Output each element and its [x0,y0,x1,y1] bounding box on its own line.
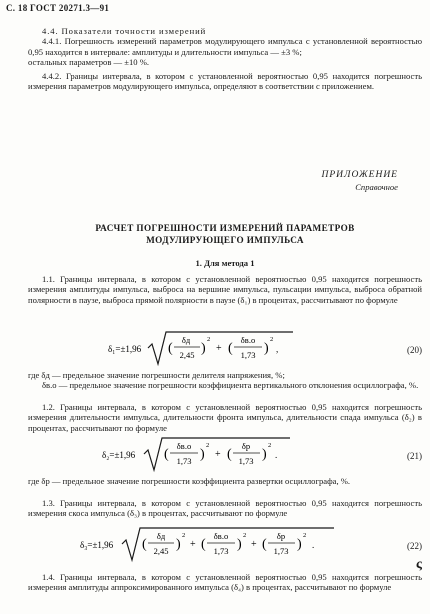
equation-22-number: (22) [407,541,422,551]
eq22-c-den: 1,73 [273,546,289,556]
margin-mark: ς [416,557,422,572]
paragraph-1-2-text: 1.2. Границы интервала, в котором с установленной вероятностью 0,95 находится погрешность измерения длительности импульса, длительности фронта импульса, длительности спада импульса (δ₂) в процентах, рассчитывают по формуле [28,402,422,433]
eq21-pow-a: 2 [206,442,210,449]
eq21-b-num: δр [241,441,251,451]
eq21-plus: + [215,449,221,460]
eq20-rparen-a: ) [201,341,206,356]
eq22-rparen-a: ) [176,537,181,552]
section-title: 4.4. Показатели точности измерений [42,26,207,36]
eq22-a-den: 2,45 [153,546,169,556]
eq22-rparen-b: ) [237,537,242,552]
eq20-pow-a: 2 [207,336,211,343]
appendix-type: Справочное [355,181,398,192]
eq20-b-num: δв.о [240,335,256,345]
where-delta-d: где δд — предельное значение погрешности делителя напряжения, %; [28,370,285,380]
eq22-pow-a: 2 [182,532,186,539]
eq21-a-num: δв.о [176,441,192,451]
eq21-b-den: 1,73 [238,456,254,466]
equation-20-number: (20) [407,345,422,355]
where-delta-vo: δв.о — предельное значение погрешности коэффициента вертикального отклонения осциллографа, %. [42,380,419,391]
eq20-a-num: δд [181,335,191,345]
eq22-period: . [312,540,315,550]
eq21-lparen-a: ( [164,447,169,462]
equation-21-svg [28,434,422,474]
eq22-pow-b: 2 [243,532,247,539]
eq21-comma: . [275,450,278,460]
paragraph-1-3-text: 1.3. Границы интервала, в котором с установленной вероятностью 0,95 находится погрешность измерения скоса импульса (δ₃) в процентах, рассчитывают по формуле [28,498,422,519]
eq22-b-num: δв.о [213,531,229,541]
paragraph-4-4-1-b: остальных параметров — ±10 %. [28,57,150,68]
equation-22-svg [28,524,422,564]
appendix-label [322,170,399,192]
paragraph-1-4 [28,572,422,593]
eq20-a-den: 2,45 [179,350,195,360]
paragraph-1-3 [28,498,422,519]
subtitle-method-1: 1. Для метода 1 [195,258,255,268]
eq21-lhs: δ₂=±1,96 [102,450,136,460]
eq22-lparen-b: ( [201,537,206,552]
paragraph-1-1-text: 1.1. Границы интервала, в котором с установленной вероятностью 0,95 находится погрешность измерения амплитуды импульса, выброса на вершине импульса, пульсации импульса, выброса обратной полярности в паузе, выброса прямой полярности в паузе (δ₁) в процентах, рассчитывают по формуле [28,274,422,305]
eq20-b-den: 1,73 [240,350,256,360]
eq20-lparen-a: ( [168,341,173,356]
paragraph-1-2 [28,402,422,433]
equation-20 [28,328,422,368]
eq22-a-num: δд [156,531,166,541]
eq20-plus: + [216,343,222,354]
paragraph-1-1 [28,274,422,305]
appendix-heading-line2: МОДУЛИРУЮЩЕГО ИМПУЛЬСА [146,235,304,246]
equation-21-number: (21) [407,451,422,461]
paragraph-4-4-2: 4.4.2. Границы интервала, в котором с установленной вероятностью 0,95 находится погрешность измерения параметров модулирующего импульса, определяют в соответствии с приложением. [28,70,422,92]
appendix-title: ПРИЛОЖЕНИЕ [321,170,398,180]
eq22-lparen-a: ( [142,537,147,552]
eq22-plus-1: + [190,539,196,550]
eq22-plus-2: + [251,539,257,550]
eq22-c-num: δр [276,531,286,541]
equation-20-svg [28,328,422,368]
eq21-rparen-b: ) [262,447,267,462]
equation-21 [28,434,422,474]
eq22-b-den: 1,73 [213,546,229,556]
paragraph-1-4-text: 1.4. Границы интервала, в котором с установленной вероятностью 0,95 находится погрешность измерения амплитуды аппроксимированного импульса (δ₄) в процентах, рассчитывают по формуле [28,572,422,593]
eq21-pow-b: 2 [268,442,272,449]
eq20-comma: , [276,344,279,354]
eq21-rparen-a: ) [200,447,205,462]
section-4-4 [28,26,422,92]
eq21-lparen-b: ( [227,447,232,462]
eq22-lparen-c: ( [262,537,267,552]
paragraph-4-4-1: 4.4.1. Погрешность измерений параметров модулирующего импульса с установленной вероятностью 0,95 находится в интервале: амплитуды и длительности импульса — ±3 %; [28,36,422,57]
eq22-rparen-c: ) [297,537,302,552]
page-header: С. 18 ГОСТ 20271.3—91 [6,3,110,13]
where-delta-r: где δр — предельное значение погрешности коэффициента развертки осциллографа, %. [28,476,351,486]
where-block-2 [28,476,422,486]
eq20-rparen-b: ) [264,341,269,356]
eq20-pow-b: 2 [270,336,274,343]
appendix-heading [28,222,422,247]
eq21-a-den: 1,73 [176,456,192,466]
eq20-lhs: δ₁=±1,96 [108,344,142,354]
eq22-pow-c: 2 [303,532,307,539]
where-block-1 [28,370,422,391]
appendix-heading-line1: РАСЧЕТ ПОГРЕШНОСТИ ИЗМЕРЕНИЙ ПАРАМЕТРОВ [95,223,355,233]
eq22-lhs: δ₃=±1,96 [80,540,114,550]
eq20-lparen-b: ( [228,341,233,356]
equation-22 [28,524,422,564]
